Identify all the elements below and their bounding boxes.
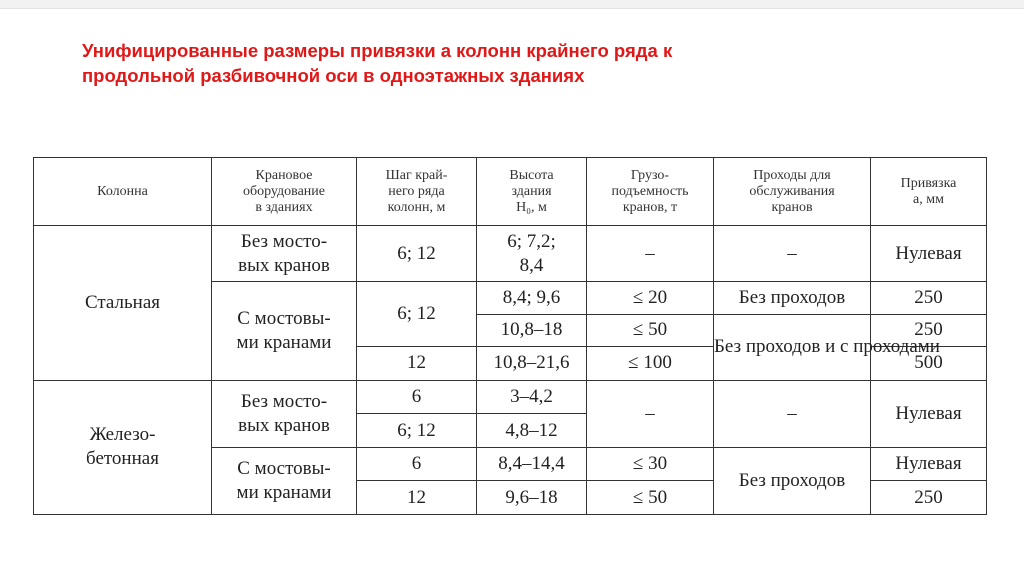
capacity-cell: ≤ 50 [587,481,714,515]
height-cell: 10,8–18 [477,314,587,347]
step-cell: 6; 12 [357,282,477,347]
step-cell: 6; 12 [357,226,477,282]
passages-cell: Без проходов [714,447,871,514]
binding-cell: Нулевая [871,226,987,282]
step-cell: 6 [357,447,477,481]
header-column: Колонна [34,158,212,226]
header-binding: Привязка a, мм [871,158,987,226]
height-cell: 6; 7,2; 8,4 [477,226,587,282]
title-line-1: Унифицированные размеры привязки а колонн крайнего ряда к [82,40,673,61]
height-cell: 8,4; 9,6 [477,282,587,315]
passages-cell: Без проходов [714,282,871,315]
capacity-cell: – [587,380,714,447]
header-capacity: Грузо- подъемность кранов, т [587,158,714,226]
header-crane-equipment: Крановое оборудование в зданиях [212,158,357,226]
capacity-cell: – [587,226,714,282]
step-cell: 6 [357,380,477,414]
capacity-cell: ≤ 50 [587,314,714,347]
step-cell: 12 [357,481,477,515]
height-cell: 8,4–14,4 [477,447,587,481]
step-cell: 12 [357,347,477,381]
binding-cell: Нулевая [871,447,987,481]
crane-eq-concrete-none: Без мосто- вых кранов [212,380,357,447]
passages-cell: – [714,380,871,447]
step-cell: 6; 12 [357,414,477,448]
column-type-steel: Стальная [34,226,212,381]
height-cell: 3–4,2 [477,380,587,414]
capacity-cell: ≤ 30 [587,447,714,481]
binding-cell: 250 [871,481,987,515]
crane-eq-steel-bridge: С мостовы- ми кранами [212,282,357,381]
capacity-cell: ≤ 100 [587,347,714,381]
capacity-cell: ≤ 20 [587,282,714,315]
table-row [34,226,987,282]
header-passages: Проходы для обслуживания кранов [714,158,871,226]
height-cell: 4,8–12 [477,414,587,448]
passages-cell: Без проходов и с проходами [714,314,871,380]
height-cell: 10,8–21,6 [477,347,587,381]
crane-eq-steel-none: Без мосто- вых кранов [212,226,357,282]
table-row [34,380,987,414]
column-type-concrete: Железо- бетонная [34,380,212,514]
binding-cell: 500 [871,347,987,381]
slide-title [82,38,982,88]
header-step: Шаг край- него ряда колонн, м [357,158,477,226]
passages-cell: – [714,226,871,282]
binding-cell: Нулевая [871,380,987,447]
height-cell: 9,6–18 [477,481,587,515]
binding-cell: 250 [871,314,987,347]
table-header-row [34,158,987,226]
title-line-2: продольной разбивочной оси в одноэтажных зданиях [82,65,585,86]
top-bar [0,0,1024,9]
header-height: Высота здания H₀, м [477,158,587,226]
binding-sizes-table [33,157,987,515]
binding-cell: 250 [871,282,987,315]
crane-eq-concrete-bridge: С мостовы- ми кранами [212,447,357,514]
